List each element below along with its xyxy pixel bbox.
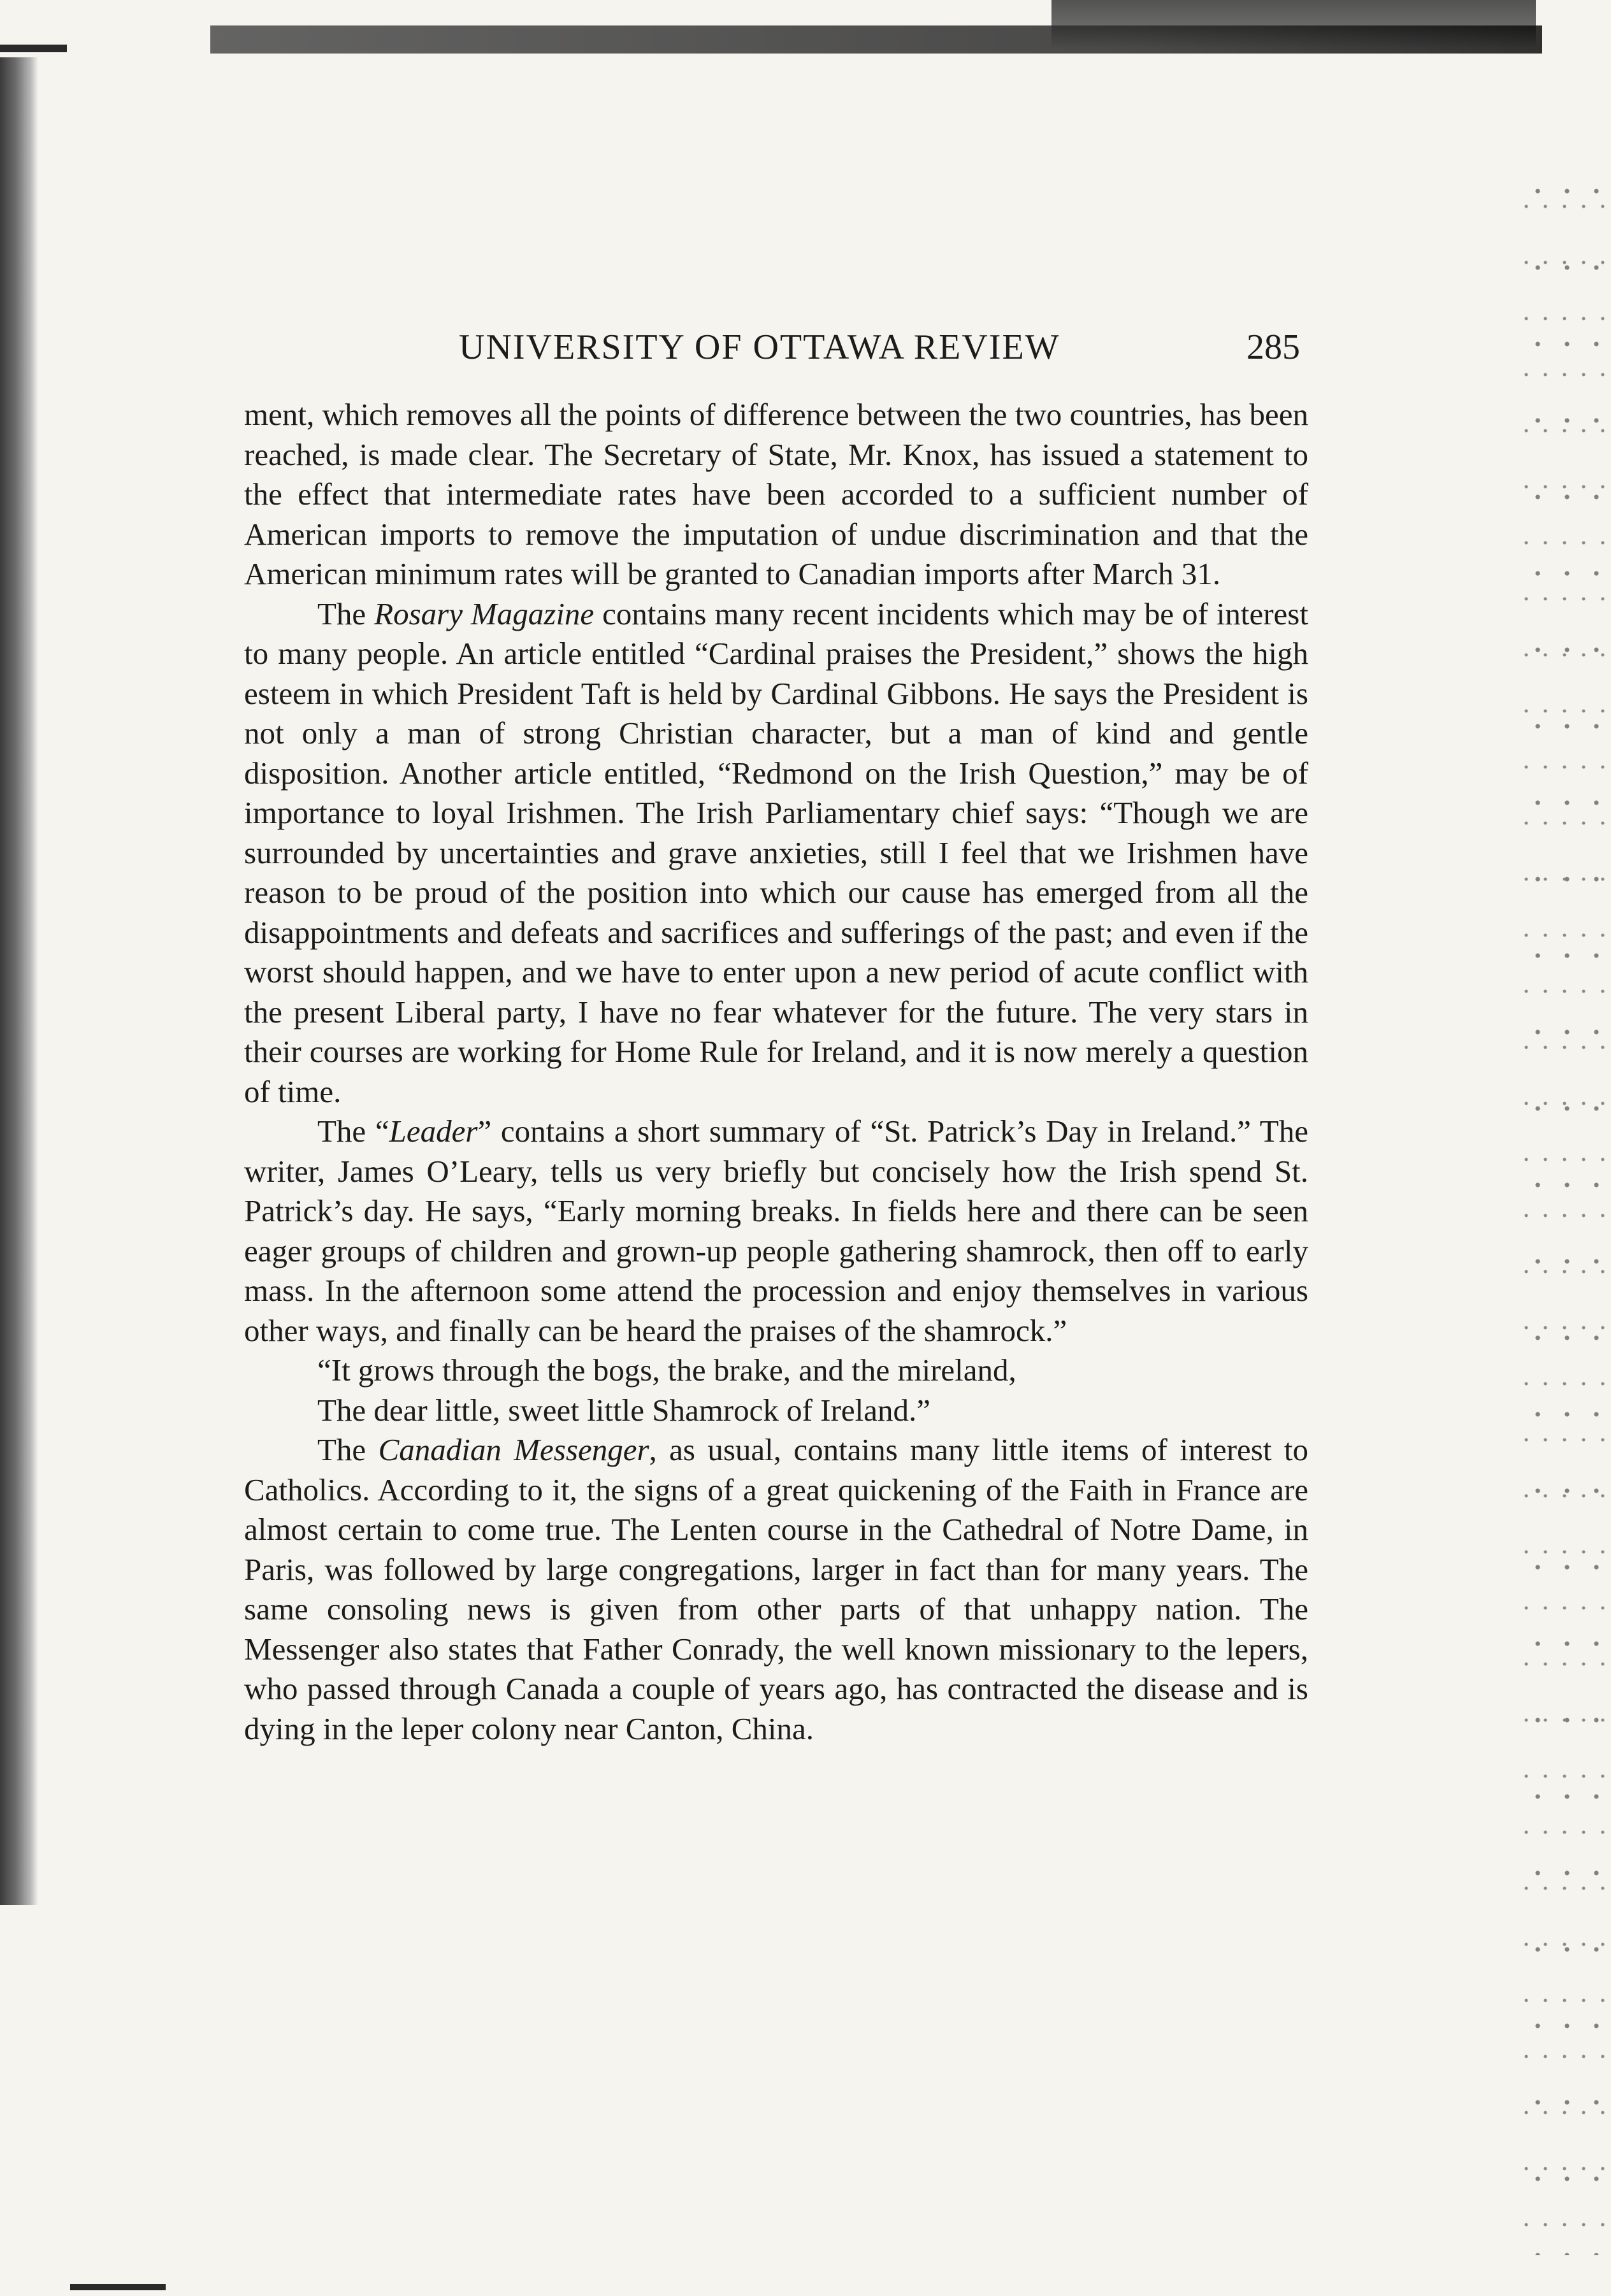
paragraph-text: , as usual, contains many little items of interest to Catholics. According to it, the signs of a great quickening of the Faith in France are almost certain to come true. The Lenten course in the Cathedral of Notre Dame, in Paris, was followed by large congregations, larger in fact than for many years. The same consoling news is given from other parts of that unhappy nation. The Messenger also states that Father Conrady, the well known missionary to the lepers, who passed through Canada a couple of years ago, has contracted the disease and is dying in the leper colony near Canton, China. <box>244 1432 1308 1746</box>
article-body <box>244 395 1308 1749</box>
paragraph-lead: The <box>317 596 375 631</box>
verse-line-2: The dear little, sweet little Shamrock of Ireland.” <box>317 1392 930 1428</box>
paragraph-lead: The “ <box>317 1114 389 1149</box>
publication-title-rosary: Rosary Magazine <box>374 596 595 631</box>
verse-line-1: “It grows through the bogs, the brake, and the mireland, <box>317 1352 1016 1388</box>
page-header <box>459 322 1300 373</box>
publication-title-leader: Leader <box>389 1114 478 1149</box>
scan-top-border <box>210 25 1542 54</box>
paragraph-text: ” contains a short summary of “St. Patrick’s Day in Ireland.” The writer, James O’Leary, tells us very briefly but concisely how the Irish spend St. Patrick’s day. He says, “Early morning breaks. In fields here and there can be seen eager groups of children and grown-up people gathering shamrock, then off to early mass. In the afternoon some attend the procession and enjoy themselves in various other ways, and finally can be heard the praises of the shamrock.” <box>244 1114 1308 1348</box>
running-head: UNIVERSITY OF OTTAWA REVIEW <box>459 327 1060 367</box>
scan-left-mark <box>0 45 67 52</box>
paragraph-trade-agreement: ment, which removes all the points of difference between the two countries, has been reached, is made clear. The Secretary of State, Mr. Knox, has issued a statement to the effect that intermediate rates have been accorded to a sufficient number of American imports to remove the imputation of undue discrimination and that the American minimum rates will be granted to Canadian imports after March 31. <box>244 397 1308 591</box>
scan-bottom-mark <box>70 2284 166 2290</box>
paragraph-rosary-magazine <box>244 594 1308 1112</box>
publication-title-messenger: Canadian Messenger <box>378 1432 649 1467</box>
scan-right-speckles <box>1517 153 1611 2255</box>
paragraph-text: contains many recent incidents which may be of interest to many people. An article entitled “Cardinal praises the President,” shows the high esteem in which President Taft is held by Cardinal Gibbons. He says the President is not only a man of strong Christian character, but a man of kind and gentle disposition. Another article entitled, “Redmond on the Irish Question,” may be of importance to loyal Irishmen. The Irish Parliamentary chief says: “Though we are surrounded by uncertainties and grave anxieties, still I feel that we Irishmen have reason to be proud of the position into which our cause has emerged from all the disappointments and defeats and sacrifices and sufferings of the past; and even if the worst should happen, and we have to enter upon a new period of acute conflict with the present Liberal party, I have no fear whatever for the future. The very stars in their courses are working for Home Rule for Ireland, and it is now merely a question of time. <box>244 596 1308 1109</box>
paragraph-leader <box>244 1112 1308 1351</box>
page-number: 285 <box>1246 327 1300 367</box>
paragraph-lead: The <box>317 1432 379 1467</box>
paragraph-canadian-messenger <box>244 1430 1308 1749</box>
scan-left-edge <box>0 57 38 1905</box>
